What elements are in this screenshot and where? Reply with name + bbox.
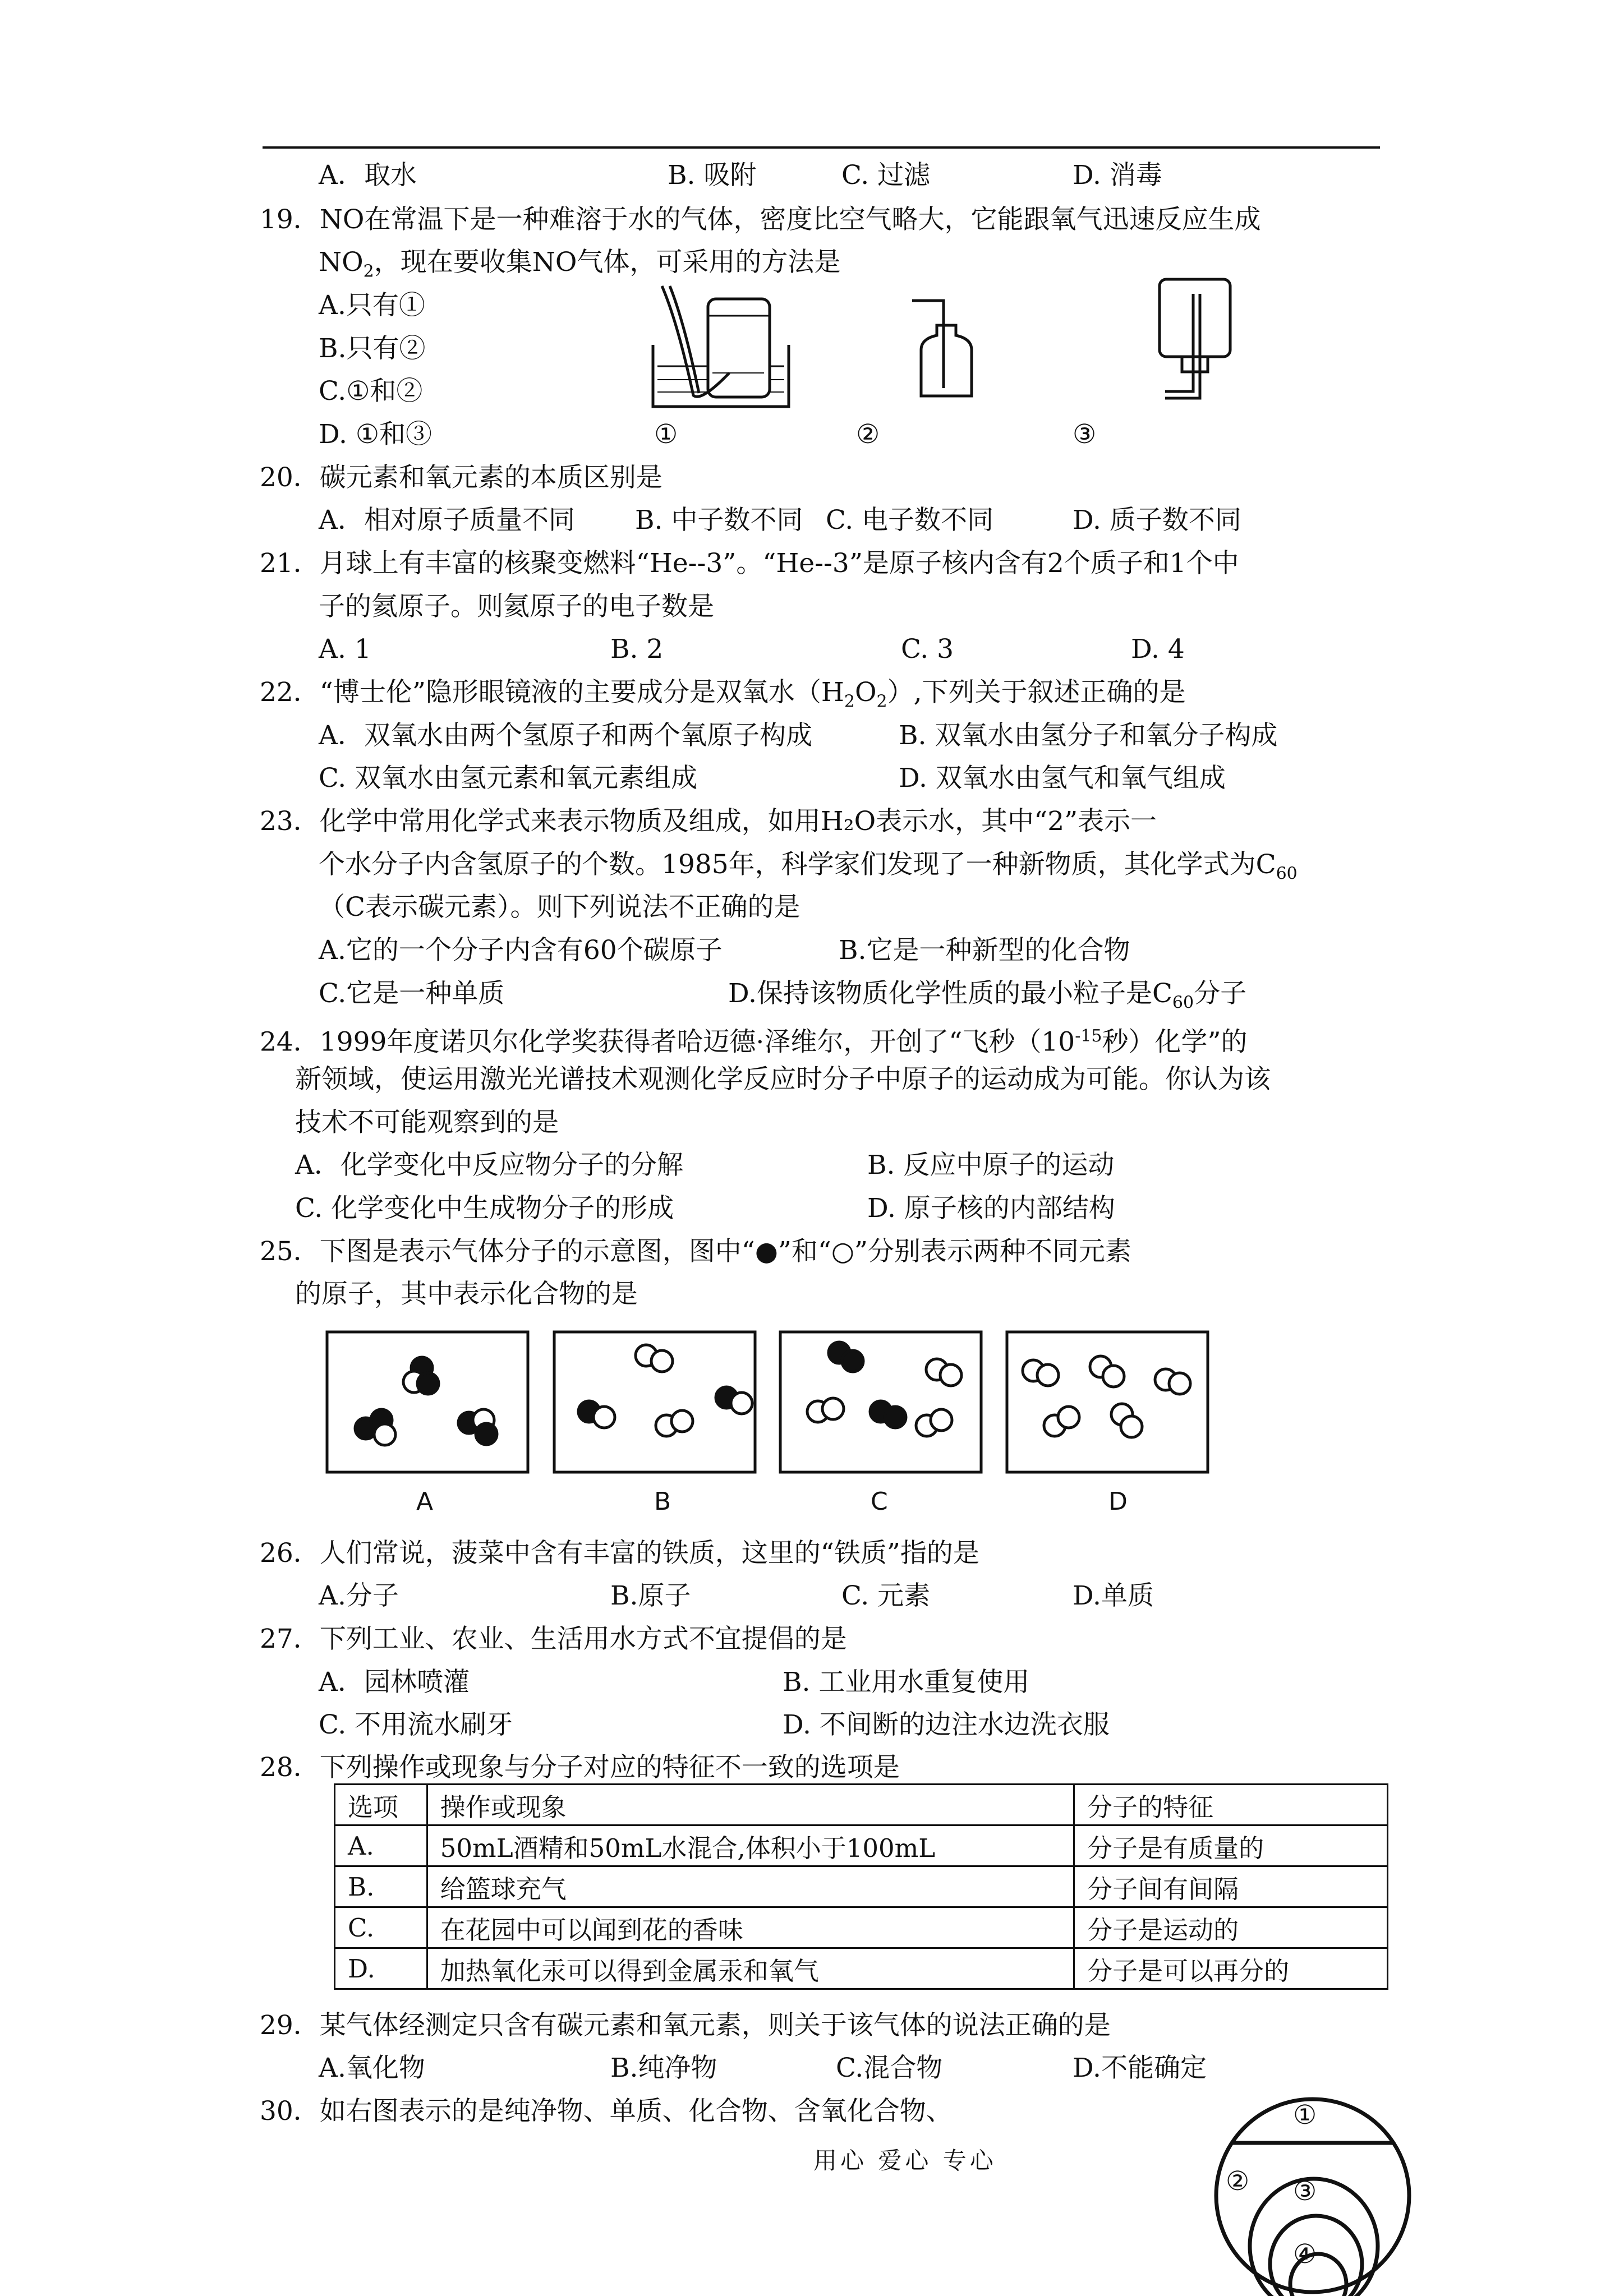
box-a: [327, 1332, 528, 1472]
q18-option-b: B. 吸附: [668, 160, 757, 191]
q21-option-b: B. 2: [610, 634, 664, 665]
q27-option-d: D. 不间断的边注水边洗衣服: [783, 1709, 1110, 1740]
q22-option-d: D. 双氧水由氢气和氧气组成: [899, 763, 1226, 794]
table-header-cell: 分子的特征: [1074, 1785, 1388, 1825]
q23-stem-line1: 23．化学中常用化学式来表示物质及组成，如用H₂O表示水，其中“2”表示一: [260, 806, 1157, 837]
circle-label-4: ④: [1293, 2239, 1317, 2270]
q26-option-a: A.分子: [319, 1580, 399, 1611]
q23-option-a: A.它的一个分子内含有60个碳原子: [319, 935, 723, 966]
q27-stem: 27．下列工业、农业、生活用水方式不宜提倡的是: [260, 1624, 847, 1654]
figure-label-3: ③: [1073, 419, 1097, 450]
q21-stem-line1: 21．月球上有丰富的核聚变燃料“He--3”。“He--3”是原子核内含有2个质子和1个中: [260, 548, 1239, 579]
q22-stem: 22．“博士伦”隐形眼镜液的主要成分是双氧水$(H_2O_2)$,下列关于叙述正确的是: [260, 677, 1186, 712]
circle-label-3: ③: [1293, 2176, 1317, 2207]
circle-label-2: ②: [1226, 2166, 1250, 2197]
q21-stem-line2: 子的氦原子。则氦原子的电子数是: [319, 591, 714, 622]
table-row: [335, 1907, 1388, 1948]
q22-option-a: A．双氧水由两个氢原子和两个氧原子构成: [319, 720, 812, 751]
figure-label-1: ①: [654, 419, 678, 450]
q19-option-c: C.①和②: [319, 376, 423, 407]
table-row: [335, 1825, 1388, 1866]
q26-stem: 26．人们常说，菠菜中含有丰富的铁质，这里的“铁质”指的是: [260, 1538, 979, 1569]
q24-option-a: A．化学变化中反应物分子的分解: [295, 1150, 683, 1181]
table-row: [335, 1866, 1388, 1907]
q23-option-d: D.保持该物质化学性质的最小粒子是$C_{60}$分子: [728, 978, 1247, 1013]
table-cell: 50mL酒精和50mL水混合,体积小于100mL: [427, 1825, 1074, 1866]
table-cell: 分子是有质量的: [1074, 1825, 1388, 1866]
q20-option-c: C. 电子数不同: [826, 505, 994, 536]
q18-option-d: D. 消毒: [1073, 160, 1162, 191]
table-cell: 分子间有间隔: [1074, 1866, 1388, 1907]
table-cell: 分子是运动的: [1074, 1907, 1388, 1948]
circle-label-1: ①: [1293, 2100, 1317, 2131]
q22-option-c: C. 双氧水由氢元素和氧元素组成: [319, 763, 698, 794]
table-cell: 分子是可以再分的: [1074, 1948, 1388, 1989]
table-cell: 加热氧化汞可以得到金属汞和氧气: [427, 1948, 1074, 1989]
page-footer: 用心 爱心 专心: [813, 2147, 997, 2174]
q22-option-b: B. 双氧水由氢分子和氧分子构成: [899, 720, 1278, 751]
table-header-cell: 选项: [335, 1785, 427, 1825]
q29-stem: 29．某气体经测定只含有碳元素和氧元素，则关于该气体的说法正确的是: [260, 2010, 1111, 2041]
header-rule: [263, 146, 1380, 149]
box-label-c: C: [871, 1487, 888, 1516]
q24-stem-line3: 技术不可能观察到的是: [295, 1107, 559, 1138]
q21-option-a: A. 1: [319, 634, 371, 665]
q18-option-c: C. 过滤: [841, 160, 931, 191]
q23-option-c: C.它是一种单质: [319, 978, 505, 1009]
q23-stem-line3: （C表示碳元素）。则下列说法不正确的是: [319, 892, 801, 923]
table-cell: A.: [335, 1825, 427, 1866]
q26-option-b: B.原子: [610, 1580, 691, 1611]
q25-stem-line2: 的原子，其中表示化合物的是: [295, 1279, 638, 1310]
q23-stem-line2: 个水分子内含氢原子的个数。1985年，科学家们发现了一种新物质，其化学式为$C_{60}$: [319, 849, 1298, 884]
q20-option-b: B. 中子数不同: [635, 505, 803, 536]
q19-stem-line2: $NO_2$，现在要收集NO气体，可采用的方法是: [319, 247, 841, 282]
molecule-diagram: [325, 1330, 1212, 1476]
table-header-row: [335, 1785, 1388, 1825]
q27-option-c: C. 不用流水刷牙: [319, 1709, 513, 1740]
q28-stem: 28．下列操作或现象与分子对应的特征不一致的选项是: [260, 1752, 900, 1783]
box-label-a: A: [416, 1487, 434, 1516]
table-cell: C.: [335, 1907, 427, 1948]
q29-option-c: C.混合物: [836, 2053, 943, 2083]
q19-stem-line1: 19．NO在常温下是一种难溶于水的气体，密度比空气略大，它能跟氧气迅速反应生成: [260, 204, 1261, 235]
table-cell: 给篮球充气: [427, 1866, 1074, 1907]
figure-label-2: ②: [856, 419, 880, 450]
table-cell: D.: [335, 1948, 427, 1989]
table-cell: 在花园中可以闻到花的香味: [427, 1907, 1074, 1948]
q19-option-d: D. ①和③: [319, 419, 433, 450]
q28-table: [334, 1783, 1388, 1990]
q20-option-d: D. 质子数不同: [1073, 505, 1241, 536]
q29-option-a: A.氧化物: [319, 2053, 425, 2083]
box-label-d: D: [1108, 1487, 1128, 1516]
q25-stem-line1: 25．下图是表示气体分子的示意图，图中“●”和“○”分别表示两种不同元素: [260, 1236, 1131, 1267]
inverted-bottle-apparatus: [1153, 274, 1237, 400]
q21-option-d: D. 4: [1131, 634, 1185, 665]
q27-option-a: A．园林喷灌: [319, 1667, 470, 1698]
q21-option-c: C. 3: [901, 634, 954, 665]
q24-stem-line2: 新领域，使运用激光光谱技术观测化学反应时分子中原子的运动成为可能。你认为该: [295, 1064, 1271, 1095]
q24-option-b: B. 反应中原子的运动: [867, 1150, 1115, 1181]
box-label-b: B: [654, 1487, 671, 1516]
q20-option-a: A．相对原子质量不同: [319, 505, 575, 536]
q29-option-b: B.纯净物: [610, 2053, 717, 2083]
q26-option-c: C. 元素: [841, 1580, 931, 1611]
q24-stem-line1: 24．1999年度诺贝尔化学奖获得者哈迈德·泽维尔，开创了“飞秒（$10^{-15}$秒）化学”的: [260, 1026, 1248, 1058]
q24-option-d: D. 原子核的内部结构: [867, 1193, 1115, 1224]
q19-option-b: B.只有②: [319, 333, 426, 364]
box-d: [1007, 1332, 1208, 1472]
q20-stem: 20．碳元素和氧元素的本质区别是: [260, 462, 663, 493]
table-row: [335, 1948, 1388, 1989]
q18-option-a: A．取水: [319, 160, 417, 191]
q26-option-d: D.单质: [1073, 1580, 1154, 1611]
water-collection-apparatus: [645, 283, 797, 409]
q23-option-b: B.它是一种新型的化合物: [839, 935, 1130, 966]
q27-option-b: B. 工业用水重复使用: [783, 1667, 1030, 1698]
table-cell: B.: [335, 1866, 427, 1907]
table-header-cell: 操作或现象: [427, 1785, 1074, 1825]
q30-stem: 30．如右图表示的是纯净物、单质、化合物、含氧化合物、: [260, 2096, 953, 2127]
q24-option-c: C. 化学变化中生成物分子的形成: [295, 1193, 674, 1224]
q19-option-a: A.只有①: [319, 290, 425, 321]
upward-bottle-apparatus: [909, 292, 982, 401]
q29-option-d: D.不能确定: [1073, 2053, 1207, 2083]
